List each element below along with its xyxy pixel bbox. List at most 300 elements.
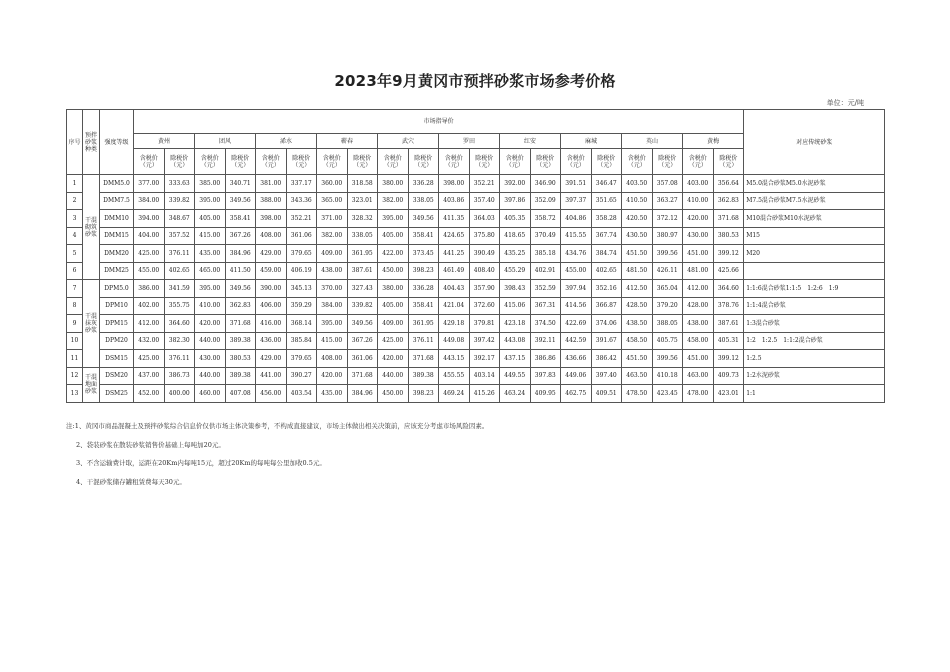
price-cell: 400.00 — [164, 385, 195, 403]
price-cell: 463.50 — [622, 367, 653, 385]
price-cell: 421.04 — [439, 297, 470, 315]
row-number: 2 — [67, 192, 83, 210]
unit-label: 单位：元/吨 — [826, 99, 864, 107]
price-cell: 478.00 — [683, 385, 714, 403]
price-cell: 443.15 — [439, 350, 470, 368]
price-cell: 371.68 — [225, 315, 256, 333]
price-cell: 340.71 — [225, 175, 256, 193]
price-cell: 460.00 — [195, 385, 226, 403]
price-cell: 358.41 — [408, 227, 439, 245]
price-cell: 440.00 — [378, 367, 409, 385]
price-excl-header: 除税价（元） — [652, 149, 683, 175]
price-cell: 349.56 — [225, 280, 256, 298]
price-cell: 397.86 — [500, 192, 531, 210]
price-cell: 441.25 — [439, 245, 470, 263]
price-cell: 357.90 — [469, 280, 500, 298]
price-cell: 422.00 — [378, 245, 409, 263]
price-cell: 442.59 — [561, 332, 592, 350]
price-cell: 423.45 — [652, 385, 683, 403]
price-cell: 420.00 — [317, 367, 348, 385]
price-cell: 425.00 — [134, 350, 165, 368]
traditional-mortar-cell: M7.5混合砂浆M7.5水泥砂浆 — [744, 192, 885, 210]
price-cell: 378.76 — [713, 297, 744, 315]
table-row — [67, 175, 885, 193]
category-cell: 干混地面砂浆 — [83, 367, 100, 402]
row-number: 5 — [67, 245, 83, 263]
grade-cell: DSM20 — [100, 367, 134, 385]
price-incl-header: 含税价（元） — [622, 149, 653, 175]
price-cell: 403.54 — [286, 385, 317, 403]
grade-cell: DMM10 — [100, 210, 134, 228]
price-cell: 345.13 — [286, 280, 317, 298]
price-cell: 352.09 — [530, 192, 561, 210]
price-excl-header: 除税价（元） — [713, 149, 744, 175]
price-cell: 364.60 — [164, 315, 195, 333]
price-cell: 415.00 — [195, 227, 226, 245]
price-cell: 478.50 — [622, 385, 653, 403]
city-header: 红安 — [500, 134, 561, 149]
price-cell: 318.58 — [347, 175, 378, 193]
price-cell: 430.50 — [622, 227, 653, 245]
price-cell: 430.00 — [683, 227, 714, 245]
city-header: 武穴 — [378, 134, 439, 149]
row-number: 8 — [67, 297, 83, 315]
price-cell: 428.50 — [622, 297, 653, 315]
price-cell: 420.00 — [378, 350, 409, 368]
price-cell: 397.40 — [591, 367, 622, 385]
category-cell: 干混砌筑砂浆 — [83, 175, 100, 280]
price-cell: 360.00 — [317, 175, 348, 193]
price-cell: 388.05 — [652, 315, 683, 333]
price-cell: 379.65 — [286, 245, 317, 263]
price-cell: 407.08 — [225, 385, 256, 403]
table-row — [67, 332, 885, 350]
table-row — [67, 227, 885, 245]
price-cell: 481.50 — [622, 262, 653, 280]
price-cell: 408.00 — [256, 227, 287, 245]
price-cell: 436.66 — [561, 350, 592, 368]
price-cell: 379.65 — [286, 350, 317, 368]
price-cell: 379.20 — [652, 297, 683, 315]
table-row — [67, 210, 885, 228]
price-cell: 392.00 — [500, 175, 531, 193]
price-cell: 395.00 — [378, 210, 409, 228]
price-cell: 336.28 — [408, 280, 439, 298]
price-cell: 451.00 — [683, 350, 714, 368]
price-cell: 348.67 — [164, 210, 195, 228]
price-cell: 364.60 — [713, 280, 744, 298]
price-cell: 409.00 — [378, 315, 409, 333]
traditional-mortar-cell: M20 — [744, 245, 885, 263]
price-cell: 382.00 — [378, 192, 409, 210]
price-cell: 404.86 — [561, 210, 592, 228]
price-cell: 416.00 — [256, 315, 287, 333]
price-cell: 386.86 — [530, 350, 561, 368]
price-cell: 481.00 — [683, 262, 714, 280]
city-header: 黄梅 — [683, 134, 744, 149]
price-cell: 357.52 — [164, 227, 195, 245]
price-cell: 422.69 — [561, 315, 592, 333]
price-cell: 435.00 — [317, 385, 348, 403]
price-cell: 397.83 — [530, 367, 561, 385]
price-cell: 375.80 — [469, 227, 500, 245]
price-cell: 402.00 — [134, 297, 165, 315]
price-cell: 358.41 — [408, 297, 439, 315]
price-excl-header: 除税价（元） — [591, 149, 622, 175]
grade-cell: DPM5.0 — [100, 280, 134, 298]
price-cell: 404.00 — [134, 227, 165, 245]
price-cell: 361.06 — [347, 350, 378, 368]
price-cell: 343.36 — [286, 192, 317, 210]
price-cell: 390.27 — [286, 367, 317, 385]
price-cell: 372.60 — [469, 297, 500, 315]
price-cell: 363.27 — [652, 192, 683, 210]
header-guide: 市场指导价 — [134, 110, 744, 134]
price-cell: 386.00 — [134, 280, 165, 298]
price-cell: 402.65 — [164, 262, 195, 280]
price-cell: 387.61 — [713, 315, 744, 333]
price-cell: 440.00 — [195, 332, 226, 350]
row-number: 6 — [67, 262, 83, 280]
city-header: 英山 — [622, 134, 683, 149]
price-cell: 372.12 — [652, 210, 683, 228]
price-incl-header: 含税价（元） — [561, 149, 592, 175]
price-cell: 435.00 — [195, 245, 226, 263]
price-cell: 338.05 — [347, 227, 378, 245]
row-number: 13 — [67, 385, 83, 403]
price-table — [66, 109, 885, 403]
price-incl-header: 含税价（元） — [500, 149, 531, 175]
price-cell: 459.00 — [256, 262, 287, 280]
price-excl-header: 除税价（元） — [164, 149, 195, 175]
price-cell: 425.66 — [713, 262, 744, 280]
price-cell: 451.50 — [622, 350, 653, 368]
price-cell: 373.45 — [408, 245, 439, 263]
price-cell: 384.96 — [347, 385, 378, 403]
price-cell: 386.42 — [591, 350, 622, 368]
price-cell: 412.00 — [134, 315, 165, 333]
row-number: 3 — [67, 210, 83, 228]
price-cell: 441.00 — [256, 367, 287, 385]
price-cell: 364.03 — [469, 210, 500, 228]
grade-cell: DPM20 — [100, 332, 134, 350]
price-cell: 399.12 — [713, 245, 744, 263]
price-cell: 398.00 — [439, 175, 470, 193]
price-cell: 437.00 — [134, 367, 165, 385]
price-cell: 376.11 — [408, 332, 439, 350]
price-cell: 405.31 — [713, 332, 744, 350]
price-cell: 358.72 — [530, 210, 561, 228]
price-cell: 371.68 — [408, 350, 439, 368]
price-cell: 337.17 — [286, 175, 317, 193]
city-header: 罗田 — [439, 134, 500, 149]
price-cell: 430.00 — [195, 350, 226, 368]
price-cell: 411.35 — [439, 210, 470, 228]
price-cell: 429.18 — [439, 315, 470, 333]
price-cell: 381.00 — [256, 175, 287, 193]
price-cell: 410.50 — [622, 192, 653, 210]
price-cell: 398.23 — [408, 385, 439, 403]
price-cell: 449.06 — [561, 367, 592, 385]
price-cell: 328.32 — [347, 210, 378, 228]
price-cell: 388.00 — [256, 192, 287, 210]
price-cell: 452.00 — [134, 385, 165, 403]
price-cell: 410.18 — [652, 367, 683, 385]
price-cell: 349.56 — [225, 192, 256, 210]
header-grade: 强度等级 — [100, 110, 134, 175]
price-cell: 412.00 — [683, 280, 714, 298]
price-cell: 385.00 — [195, 175, 226, 193]
grade-cell: DPM15 — [100, 315, 134, 333]
price-cell: 409.73 — [713, 367, 744, 385]
price-cell: 395.00 — [195, 192, 226, 210]
row-number: 7 — [67, 280, 83, 298]
price-incl-header: 含税价（元） — [317, 149, 348, 175]
table-row — [67, 245, 885, 263]
price-cell: 389.38 — [408, 367, 439, 385]
price-cell: 327.43 — [347, 280, 378, 298]
price-cell: 425.00 — [134, 245, 165, 263]
price-cell: 365.04 — [652, 280, 683, 298]
price-cell: 346.90 — [530, 175, 561, 193]
price-cell: 458.00 — [683, 332, 714, 350]
price-cell: 358.41 — [225, 210, 256, 228]
note-line: 2、袋装砂浆在散装砂浆销售价基础上每吨加20元。 — [76, 440, 225, 449]
price-cell: 395.00 — [195, 280, 226, 298]
price-cell: 390.00 — [256, 280, 287, 298]
price-cell: 358.28 — [591, 210, 622, 228]
page-title: 2023年9月黄冈市预拌砂浆市场参考价格 — [334, 72, 616, 90]
grade-cell: DMM20 — [100, 245, 134, 263]
price-incl-header: 含税价（元） — [683, 149, 714, 175]
city-header: 浠水 — [256, 134, 317, 149]
price-cell: 357.40 — [469, 192, 500, 210]
table-row — [67, 262, 885, 280]
price-cell: 456.00 — [256, 385, 287, 403]
price-cell: 432.00 — [134, 332, 165, 350]
price-cell: 408.40 — [469, 262, 500, 280]
price-cell: 397.94 — [561, 280, 592, 298]
price-cell: 397.42 — [469, 332, 500, 350]
price-cell: 405.00 — [378, 227, 409, 245]
grade-cell: DPM10 — [100, 297, 134, 315]
row-number: 9 — [67, 315, 83, 333]
price-cell: 451.50 — [622, 245, 653, 263]
price-cell: 455.00 — [561, 262, 592, 280]
row-number: 10 — [67, 332, 83, 350]
price-cell: 386.73 — [164, 367, 195, 385]
price-cell: 338.05 — [408, 192, 439, 210]
price-cell: 352.21 — [469, 175, 500, 193]
price-cell: 336.28 — [408, 175, 439, 193]
price-cell: 409.00 — [317, 245, 348, 263]
price-cell: 384.96 — [225, 245, 256, 263]
price-cell: 455.55 — [439, 367, 470, 385]
price-cell: 352.21 — [286, 210, 317, 228]
header-type: 预拌砂浆种类 — [83, 110, 100, 175]
traditional-mortar-cell: 1:1:4混合砂浆 — [744, 297, 885, 315]
price-cell: 415.06 — [500, 297, 531, 315]
price-cell: 399.12 — [713, 350, 744, 368]
category-cell: 干混抹灰砂浆 — [83, 280, 100, 368]
price-cell: 402.91 — [530, 262, 561, 280]
price-cell: 384.74 — [591, 245, 622, 263]
price-cell: 361.95 — [347, 245, 378, 263]
price-cell: 420.00 — [683, 210, 714, 228]
city-header: 黄州 — [134, 134, 195, 149]
traditional-mortar-cell: 1:1:6混合砂浆1:1:5 1:2:6 1:9 — [744, 280, 885, 298]
price-cell: 405.00 — [378, 297, 409, 315]
price-cell: 380.53 — [225, 350, 256, 368]
price-cell: 437.15 — [500, 350, 531, 368]
row-number: 12 — [67, 367, 83, 385]
traditional-mortar-cell: 1:2.5 — [744, 350, 885, 368]
price-incl-header: 含税价（元） — [256, 149, 287, 175]
price-cell: 438.50 — [622, 315, 653, 333]
grade-cell: DSM15 — [100, 350, 134, 368]
price-cell: 429.00 — [256, 350, 287, 368]
price-cell: 398.43 — [500, 280, 531, 298]
price-cell: 392.17 — [469, 350, 500, 368]
traditional-mortar-cell: M15 — [744, 227, 885, 245]
price-cell: 435.25 — [500, 245, 531, 263]
price-cell: 451.00 — [683, 245, 714, 263]
traditional-mortar-cell: M10混合砂浆M10水泥砂浆 — [744, 210, 885, 228]
price-cell: 406.19 — [286, 262, 317, 280]
price-cell: 384.00 — [134, 192, 165, 210]
price-cell: 428.00 — [683, 297, 714, 315]
price-cell: 367.26 — [347, 332, 378, 350]
row-number: 1 — [67, 175, 83, 193]
price-cell: 391.67 — [591, 332, 622, 350]
price-cell: 374.50 — [530, 315, 561, 333]
price-cell: 379.81 — [469, 315, 500, 333]
price-cell: 380.97 — [652, 227, 683, 245]
price-cell: 374.06 — [591, 315, 622, 333]
grade-cell: DMM5.0 — [100, 175, 134, 193]
price-cell: 395.00 — [317, 315, 348, 333]
table-row — [67, 192, 885, 210]
price-cell: 405.00 — [195, 210, 226, 228]
price-cell: 352.59 — [530, 280, 561, 298]
price-incl-header: 含税价（元） — [378, 149, 409, 175]
table-row — [67, 350, 885, 368]
row-number: 11 — [67, 350, 83, 368]
price-cell: 339.82 — [347, 297, 378, 315]
price-cell: 469.24 — [439, 385, 470, 403]
price-cell: 385.18 — [530, 245, 561, 263]
price-cell: 371.68 — [347, 367, 378, 385]
note-line: 4、干混砂浆储存罐租赁费每天30元。 — [76, 477, 186, 486]
price-excl-header: 除税价（元） — [469, 149, 500, 175]
price-cell: 425.00 — [378, 332, 409, 350]
price-cell: 376.11 — [164, 245, 195, 263]
price-excl-header: 除税价（元） — [408, 149, 439, 175]
price-cell: 361.95 — [408, 315, 439, 333]
price-cell: 450.00 — [378, 385, 409, 403]
price-cell: 371.68 — [713, 210, 744, 228]
price-incl-header: 含税价（元） — [134, 149, 165, 175]
note-line: 3、不含运输费计取，运距在20Km内每吨15元，超过20Km的每吨每公里加收0.5元。 — [76, 459, 326, 467]
row-number: 4 — [67, 227, 83, 245]
price-cell: 440.00 — [195, 367, 226, 385]
table-row — [67, 367, 885, 385]
price-cell: 403.50 — [622, 175, 653, 193]
price-cell: 357.08 — [652, 175, 683, 193]
price-cell: 462.75 — [561, 385, 592, 403]
price-incl-header: 含税价（元） — [439, 149, 470, 175]
price-cell: 415.26 — [469, 385, 500, 403]
price-cell: 458.50 — [622, 332, 653, 350]
price-cell: 449.55 — [500, 367, 531, 385]
price-cell: 382.00 — [317, 227, 348, 245]
price-cell: 349.56 — [408, 210, 439, 228]
traditional-mortar-cell: 1:1 — [744, 385, 885, 403]
price-cell: 367.74 — [591, 227, 622, 245]
price-cell: 362.83 — [225, 297, 256, 315]
price-cell: 333.63 — [164, 175, 195, 193]
price-cell: 465.00 — [195, 262, 226, 280]
price-cell: 420.00 — [195, 315, 226, 333]
city-header: 团风 — [195, 134, 256, 149]
price-cell: 463.00 — [683, 367, 714, 385]
price-cell: 361.06 — [286, 227, 317, 245]
price-cell: 368.14 — [286, 315, 317, 333]
price-cell: 450.00 — [378, 262, 409, 280]
price-cell: 399.56 — [652, 350, 683, 368]
grade-cell: DSM25 — [100, 385, 134, 403]
price-excl-header: 除税价（元） — [286, 149, 317, 175]
price-cell: 418.65 — [500, 227, 531, 245]
traditional-mortar-cell: 1:2水泥砂浆 — [744, 367, 885, 385]
price-cell: 455.00 — [134, 262, 165, 280]
price-cell: 352.16 — [591, 280, 622, 298]
table-row — [67, 280, 885, 298]
price-cell: 410.00 — [195, 297, 226, 315]
price-cell: 384.00 — [317, 297, 348, 315]
price-cell: 415.55 — [561, 227, 592, 245]
notes — [66, 421, 886, 495]
price-cell: 385.84 — [286, 332, 317, 350]
price-excl-header: 除税价（元） — [225, 149, 256, 175]
price-cell: 409.95 — [530, 385, 561, 403]
price-cell: 408.00 — [317, 350, 348, 368]
price-cell: 438.00 — [683, 315, 714, 333]
price-cell: 366.87 — [591, 297, 622, 315]
price-cell: 423.18 — [500, 315, 531, 333]
price-cell: 443.08 — [500, 332, 531, 350]
price-cell: 404.43 — [439, 280, 470, 298]
price-cell: 449.08 — [439, 332, 470, 350]
price-cell: 370.00 — [317, 280, 348, 298]
price-cell: 367.26 — [225, 227, 256, 245]
table-body — [67, 175, 885, 403]
price-cell: 389.38 — [225, 367, 256, 385]
price-cell: 365.00 — [317, 192, 348, 210]
price-cell: 341.59 — [164, 280, 195, 298]
price-cell: 349.56 — [347, 315, 378, 333]
grade-cell: DMM7.5 — [100, 192, 134, 210]
price-cell: 351.65 — [591, 192, 622, 210]
header-traditional: 对应传统砂浆 — [744, 110, 885, 175]
price-cell: 392.11 — [530, 332, 561, 350]
city-header: 麻城 — [561, 134, 622, 149]
price-cell: 323.01 — [347, 192, 378, 210]
grade-cell: DMM25 — [100, 262, 134, 280]
grade-cell: DMM15 — [100, 227, 134, 245]
price-cell: 367.31 — [530, 297, 561, 315]
price-cell: 377.00 — [134, 175, 165, 193]
